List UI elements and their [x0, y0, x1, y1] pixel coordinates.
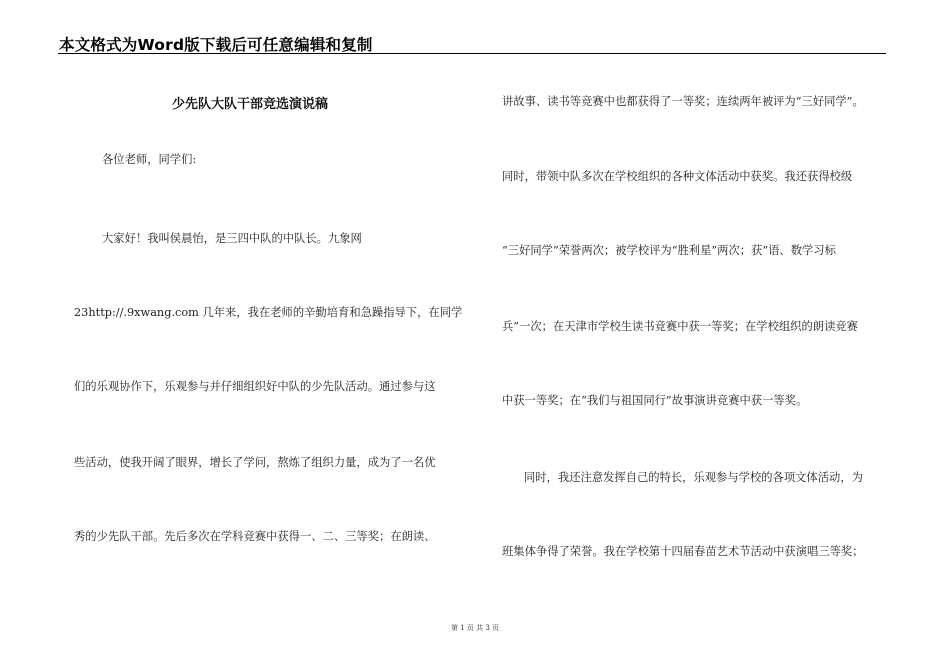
right-line: 讲故事、读书等竞赛中也都获得了一等奖；连续两年被评为“三好同学”。 — [502, 95, 864, 108]
page-indicator: 第 1 页 共 3 页 — [450, 624, 500, 632]
right-line: “三好同学”荣誉两次；被学校评为“胜利星”两次；获“语、数学习标 — [502, 244, 836, 257]
right-line: 中获一等奖；在“我们与祖国同行”故事演讲竞赛中获一等奖。 — [502, 394, 808, 407]
left-line: 各位老师，同学们: — [102, 153, 197, 166]
header-rule — [58, 53, 886, 54]
right-line: 兵”一次；在天津市学校生读书竞赛中获一等奖；在学校组织的朗读竞赛 — [502, 320, 858, 333]
right-line: 同时，我还注意发挥自己的特长，乐观参与学校的各项文体活动，为 — [524, 471, 863, 484]
right-line: 同时，带领中队多次在学校组织的各种文体活动中获奖。我还获得校级 — [502, 170, 853, 183]
left-line: 秀的少先队干部。先后多次在学科竞赛中获得一、二、三等奖；在朗读、 — [74, 530, 436, 543]
left-line: 23http://.9xwang.com 几年来，我在老师的辛勤培育和急躁指导下，在同学 — [74, 306, 463, 319]
right-line: 班集体争得了荣誉。我在学校第十四届春苗艺术节活动中获演唱三等奖； — [502, 545, 864, 558]
document-title: 少先队大队干部竞选演说稿 — [172, 97, 329, 112]
header-banner: 本文格式为Word版下载后可任意编辑和复制 — [59, 36, 373, 54]
left-line: 们的乐观协作下，乐观参与并仔细组织好中队的少先队活动。通过参与这 — [74, 380, 436, 393]
left-line: 些活动，使我开阔了眼界，增长了学问，熬炼了组织力量，成为了一名优 — [74, 456, 436, 469]
left-line: 大家好！我叫侯晨怡，是三四中队的中队长。九象网 — [102, 232, 362, 245]
